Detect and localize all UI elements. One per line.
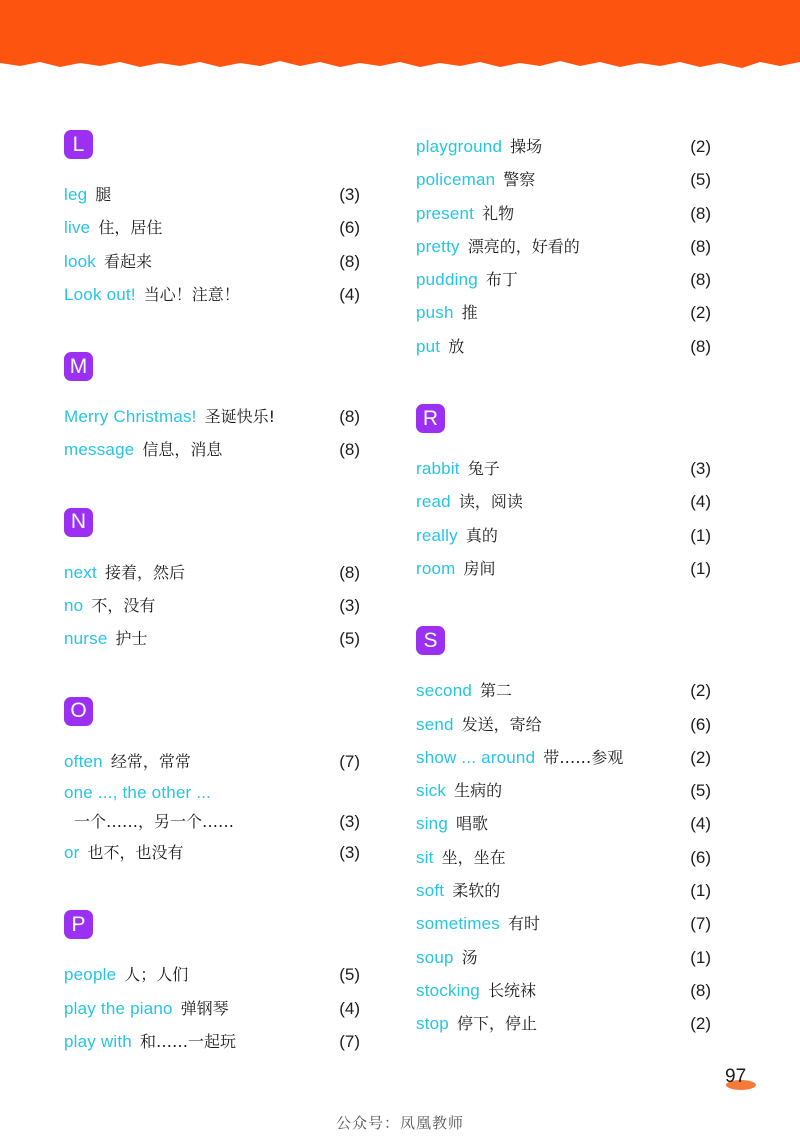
vocab-meaning: 有时 xyxy=(508,914,541,934)
vocab-meaning: 停下，停止 xyxy=(456,1014,537,1034)
vocab-meaning: 礼物 xyxy=(482,203,515,223)
section-l xyxy=(64,130,360,311)
page-number xyxy=(718,1066,758,1096)
vocab-entry xyxy=(64,211,360,244)
vocab-entry xyxy=(416,907,711,940)
vocab-meaning: 信息，消息 xyxy=(142,440,223,460)
vocab-meaning: 放 xyxy=(448,336,465,356)
vocab-meaning: 接着，然后 xyxy=(104,562,185,582)
watermark: 公众号：凤凰教师 xyxy=(335,1114,464,1132)
vocab-meaning: 发送，寄给 xyxy=(461,714,542,734)
vocab-word: soup xyxy=(416,947,454,967)
vocab-entry xyxy=(416,230,711,263)
vocab-entry xyxy=(416,519,711,552)
vocab-entry xyxy=(416,741,711,774)
vocab-word: message xyxy=(64,440,135,460)
vocab-word: live xyxy=(64,218,91,238)
vocab-entry xyxy=(416,674,711,707)
vocab-word: or xyxy=(64,842,80,862)
vocab-entry xyxy=(64,400,360,433)
vocab-word: sometimes xyxy=(416,914,500,934)
letter-badge: P xyxy=(64,910,93,939)
vocab-meaning: 腿 xyxy=(95,185,112,204)
unit-number: (3) xyxy=(690,459,711,479)
vocab-entry xyxy=(416,296,711,329)
vocab-entry xyxy=(416,941,711,974)
vocab-entry xyxy=(64,556,360,589)
vocab-word: play with xyxy=(64,1031,132,1051)
vocab-word: sit xyxy=(416,847,434,867)
vocab-meaning: 人；人们 xyxy=(124,965,189,985)
vocab-meaning: 一个……，另一个…… xyxy=(74,811,235,831)
unit-number: (5) xyxy=(339,629,360,649)
vocab-entry xyxy=(64,278,360,311)
vocab-meaning: 长统袜 xyxy=(487,980,536,1000)
vocab-entry xyxy=(64,1025,360,1058)
unit-number: (1) xyxy=(690,525,711,545)
vocab-word: second xyxy=(416,681,473,701)
section-r xyxy=(416,404,711,585)
vocab-entry xyxy=(416,130,711,163)
unit-number: (2) xyxy=(690,1014,711,1034)
vocab-entry xyxy=(416,841,711,874)
vocab-entry xyxy=(64,958,360,991)
letter-badge: S xyxy=(416,626,445,655)
unit-number: (5) xyxy=(339,965,360,985)
vocab-word: send xyxy=(416,714,454,734)
vocab-entry xyxy=(64,836,360,869)
section-n xyxy=(64,508,360,656)
vocab-meaning: 和……一起玩 xyxy=(139,1031,236,1051)
vocab-meaning: 布丁 xyxy=(485,270,518,290)
vocab-word: play the piano xyxy=(64,998,173,1018)
vocab-word: show ... around xyxy=(416,747,536,767)
vocab-entry xyxy=(64,245,360,278)
vocab-meaning: 真的 xyxy=(465,525,498,545)
vocab-word: nurse xyxy=(64,629,108,649)
unit-number: (8) xyxy=(690,980,711,1000)
unit-number: (3) xyxy=(339,185,360,204)
unit-number: (2) xyxy=(690,747,711,767)
vocab-word: pudding xyxy=(416,270,478,290)
vocab-entry xyxy=(416,197,711,230)
unit-number: (8) xyxy=(339,440,360,460)
vocab-entry xyxy=(64,778,360,836)
unit-number: (2) xyxy=(690,303,711,323)
letter-badge: L xyxy=(64,130,93,159)
unit-number: (2) xyxy=(690,137,711,156)
vocab-word: look xyxy=(64,251,96,271)
vocab-meaning: 坐，坐在 xyxy=(441,847,506,867)
unit-number: (6) xyxy=(690,714,711,734)
unit-number: (7) xyxy=(690,914,711,934)
vocab-entry xyxy=(416,330,711,363)
vocab-meaning: 操场 xyxy=(510,137,543,156)
vocab-meaning: 汤 xyxy=(461,947,478,967)
vocab-meaning: 推 xyxy=(461,303,478,323)
unit-number: (8) xyxy=(690,270,711,290)
vocab-word: Look out! xyxy=(64,284,136,304)
vocab-entry xyxy=(64,992,360,1025)
section-gap xyxy=(64,311,360,352)
vocab-word: stocking xyxy=(416,980,480,1000)
section-o xyxy=(64,697,360,870)
unit-number: (8) xyxy=(690,236,711,256)
top-orange-band xyxy=(0,0,800,80)
vocab-entry xyxy=(64,178,360,211)
section-p xyxy=(64,910,360,1058)
unit-number: (5) xyxy=(690,781,711,801)
vocab-entry xyxy=(416,163,711,196)
vocab-word: push xyxy=(416,303,454,323)
section-continued xyxy=(416,130,711,363)
vocab-word: playground xyxy=(416,137,503,156)
page-number-text: 97 xyxy=(725,1066,747,1087)
section-gap xyxy=(64,656,360,697)
vocab-word: Merry Christmas! xyxy=(64,407,197,427)
unit-number: (1) xyxy=(690,947,711,967)
right-column xyxy=(416,130,711,1041)
section-gap xyxy=(416,363,711,404)
letter-badge: N xyxy=(64,508,93,537)
vocab-word: read xyxy=(416,492,451,512)
unit-number: (1) xyxy=(690,558,711,578)
vocab-meaning: 柔软的 xyxy=(452,881,501,901)
vocab-word: leg xyxy=(64,185,88,204)
vocab-entry xyxy=(416,1007,711,1040)
vocab-meaning: 唱歌 xyxy=(456,814,489,834)
vocab-meaning: 当心！注意！ xyxy=(143,284,240,304)
vocab-word: often xyxy=(64,751,103,771)
unit-number: (3) xyxy=(339,811,360,831)
unit-number: (4) xyxy=(690,814,711,834)
vocab-entry xyxy=(416,974,711,1007)
section-gap xyxy=(64,869,360,910)
vocab-word: sing xyxy=(416,814,448,834)
vocab-meaning: 弹钢琴 xyxy=(180,998,229,1018)
vocab-meaning: 兔子 xyxy=(467,459,500,479)
vocab-word: no xyxy=(64,596,84,616)
unit-number: (1) xyxy=(690,881,711,901)
vocab-meaning: 房间 xyxy=(463,558,496,578)
section-gap xyxy=(64,467,360,508)
unit-number: (6) xyxy=(690,847,711,867)
letter-badge: R xyxy=(416,404,445,433)
vocab-entry xyxy=(64,745,360,778)
vocab-entry xyxy=(416,874,711,907)
vocab-word: really xyxy=(416,525,458,545)
vocab-meaning: 漂亮的，好看的 xyxy=(467,236,580,256)
vocab-entry xyxy=(416,774,711,807)
vocab-meaning: 也不，也没有 xyxy=(87,842,184,862)
vocab-entry xyxy=(416,263,711,296)
unit-number: (2) xyxy=(690,681,711,701)
vocab-word: sick xyxy=(416,781,447,801)
vocab-entry xyxy=(416,552,711,585)
unit-number: (6) xyxy=(339,218,360,238)
unit-number: (7) xyxy=(339,751,360,771)
vocab-entry xyxy=(64,589,360,622)
vocab-meaning: 住，居住 xyxy=(98,218,163,238)
letter-badge: M xyxy=(64,352,93,381)
unit-number: (8) xyxy=(690,203,711,223)
unit-number: (4) xyxy=(339,998,360,1018)
vocab-meaning: 第二 xyxy=(480,681,513,701)
vocab-word: people xyxy=(64,965,117,985)
unit-number: (7) xyxy=(339,1031,360,1051)
vocab-entry xyxy=(416,807,711,840)
vocab-meaning: 生病的 xyxy=(454,781,503,801)
vocab-meaning: 圣诞快乐! xyxy=(204,407,276,427)
left-column xyxy=(64,130,360,1058)
vocab-meaning: 读，阅读 xyxy=(458,492,523,512)
vocab-meaning: 经常，常常 xyxy=(110,751,191,771)
vocab-word: next xyxy=(64,562,97,582)
section-m xyxy=(64,352,360,467)
vocab-word: pretty xyxy=(416,236,460,256)
vocab-meaning: 带……参观 xyxy=(543,747,624,767)
section-gap xyxy=(416,585,711,626)
vocab-word: put xyxy=(416,336,441,356)
unit-number: (8) xyxy=(339,407,360,427)
section-s xyxy=(416,626,711,1040)
vocab-entry xyxy=(416,452,711,485)
vocab-entry xyxy=(64,622,360,655)
unit-number: (3) xyxy=(339,596,360,616)
vocab-word: soft xyxy=(416,881,445,901)
vocab-meaning: 看起来 xyxy=(104,251,153,271)
vocab-word: room xyxy=(416,558,456,578)
vocab-word: rabbit xyxy=(416,459,460,479)
unit-number: (3) xyxy=(339,842,360,862)
unit-number: (4) xyxy=(339,284,360,304)
vocab-word: present xyxy=(416,203,475,223)
vocab-word: one ..., the other ... xyxy=(64,782,212,802)
vocab-meaning: 不，没有 xyxy=(91,596,156,616)
vocab-entry xyxy=(416,485,711,518)
unit-number: (4) xyxy=(690,492,711,512)
unit-number: (8) xyxy=(690,336,711,356)
vocab-word: stop xyxy=(416,1014,449,1034)
letter-badge: O xyxy=(64,697,93,726)
vocab-word: policeman xyxy=(416,170,496,190)
unit-number: (8) xyxy=(339,562,360,582)
vocab-meaning: 护士 xyxy=(115,629,148,649)
vocab-meaning: 警察 xyxy=(503,170,536,190)
unit-number: (5) xyxy=(690,170,711,190)
vocab-entry xyxy=(64,433,360,466)
unit-number: (8) xyxy=(339,251,360,271)
vocab-entry xyxy=(416,708,711,741)
